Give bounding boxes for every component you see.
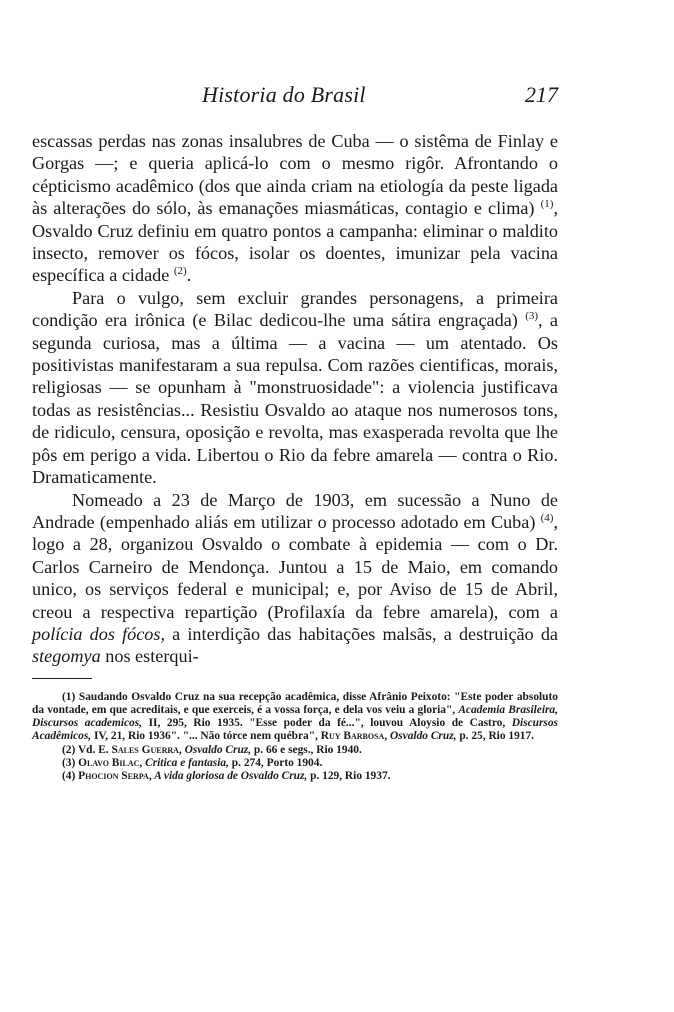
text-run: escassas perdas nas zonas insalubres de Cuba — o sistêma de Finlay e Gorgas —; e queria aplicá-lo com o mesmo rigôr. Afrontando o cépticismo acadêmico (dos que ainda criam na etiología da peste ligada às alterações do sólo, às emanações miasmáticas, contagio e clima) <box>32 131 558 219</box>
body-text <box>32 130 558 668</box>
text-run: Saudando Osvaldo Cruz na sua recepção acadêmica, disse Afrânio Peixoto: "Este poder absoluto da vontade, em que acreditais, e que exerceis, é a vossa força, e dela vos veiu a gloria", <box>32 690 558 716</box>
book-page <box>32 82 558 783</box>
text-run: , logo a 28, organizou Osvaldo o combate à epidemia — com o Dr. Carlos Carneiro de Mendonça. Juntou a 15 de Maio, em comando unico, os serviços federal e municipal; e, por Aviso de 15 de Abril, creou a respectiva repartição (Profilaxía da febre amarela), com a <box>32 511 558 622</box>
footnote-2 <box>32 744 558 757</box>
author-name: Ruy Barbosa, <box>320 730 388 743</box>
text-run: IV, 21, Rio 1936". "... Não tórce nem québra", <box>91 730 321 743</box>
author-name: Olavo Bilac, <box>78 756 143 769</box>
paragraph-2 <box>32 287 558 489</box>
footnote-4 <box>32 770 558 783</box>
paragraph-1 <box>32 130 558 287</box>
text-run: p. 25, Rio 1917. <box>456 730 535 743</box>
italic-term: stegomya <box>32 646 101 667</box>
footnote-ref-1: (1) <box>540 198 554 211</box>
italic-title: Osvaldo Cruz, <box>387 730 457 743</box>
text-run: II, 295, Rio 1935. "Esse poder da fé...", louvou Aloysio de Castro, <box>142 717 512 730</box>
text-run: nos esterqui- <box>100 646 199 667</box>
text-run: p. 66 e segs., Rio 1940. <box>251 743 362 756</box>
text-run: Vd. E. <box>77 743 112 756</box>
footnote-ref-4: (4) <box>540 511 554 524</box>
running-title: Historia do Brasil <box>202 82 366 107</box>
footnote-ref-3: (3) <box>525 310 539 323</box>
page-header <box>32 82 558 116</box>
text-run: p. 274, Porto 1904. <box>228 756 323 769</box>
italic-title: Critica e fantasia, <box>142 756 229 769</box>
text-run: Nomeado a 23 de Março de 1903, em sucessão a Nuno de Andrade (empenhado aliás em utilizar o processo adotado em Cuba) <box>32 489 558 532</box>
text-run: p. 129, Rio 1937. <box>307 769 391 782</box>
footnote-1 <box>32 691 558 744</box>
italic-title: A vida gloriosa de Osvaldo Cruz, <box>151 769 308 782</box>
footnotes <box>32 691 558 783</box>
text-run: , Osvaldo Cruz definiu em quatro pontos a campanha: eliminar o maldito insecto, remover os fócos, isolar os doentes, imunizar pela vacina específica a cidade <box>32 198 558 286</box>
paragraph-3 <box>32 489 558 668</box>
italic-title: Osvaldo Cruz, <box>181 743 252 756</box>
italic-title: Discursos Acadêmicos, <box>32 717 558 743</box>
author-name: Phocion Serpa, <box>78 769 152 782</box>
text-run: , a segunda curiosa, mas a última — a vacina — um atentado. Os positivistas manifestaram a sua repulsa. Com razões cientificas, morais, religiosas — se opunham à "monstruosidade": a violencia justificava todas as resistências... Resistiu Osvaldo ao ataque nos numerosos tons, de ridiculo, censura, oposição e revolta, mas exasperada revolta que lhe pôs em perigo a vida. Libertou o Rio da febre amarela — contra o Rio. Dramaticamente. <box>32 310 558 488</box>
footnote-number: (3) <box>62 756 76 769</box>
page-number: 217 <box>525 82 558 107</box>
author-name: Sales Guerra, <box>111 743 182 756</box>
footnote-number: (1) <box>62 690 76 703</box>
text-run: a interdição das habitações malsãs, a destruição da <box>165 623 559 644</box>
text-run: . <box>186 265 192 286</box>
text-run: Para o vulgo, sem excluir grandes personagens, a primeira condição era irônica (e Bilac dedicou-lhe uma sátira engraçada) <box>32 287 558 331</box>
footnote-number: (4) <box>62 769 76 782</box>
italic-title: Academia Brasileira, Discursos academicos, <box>32 703 558 730</box>
footnote-ref-2: (2) <box>173 265 187 278</box>
footnote-number: (2) <box>62 743 76 756</box>
italic-term: polícia dos fócos, <box>32 623 166 644</box>
footnote-divider <box>32 678 92 679</box>
footnote-3 <box>32 757 558 770</box>
